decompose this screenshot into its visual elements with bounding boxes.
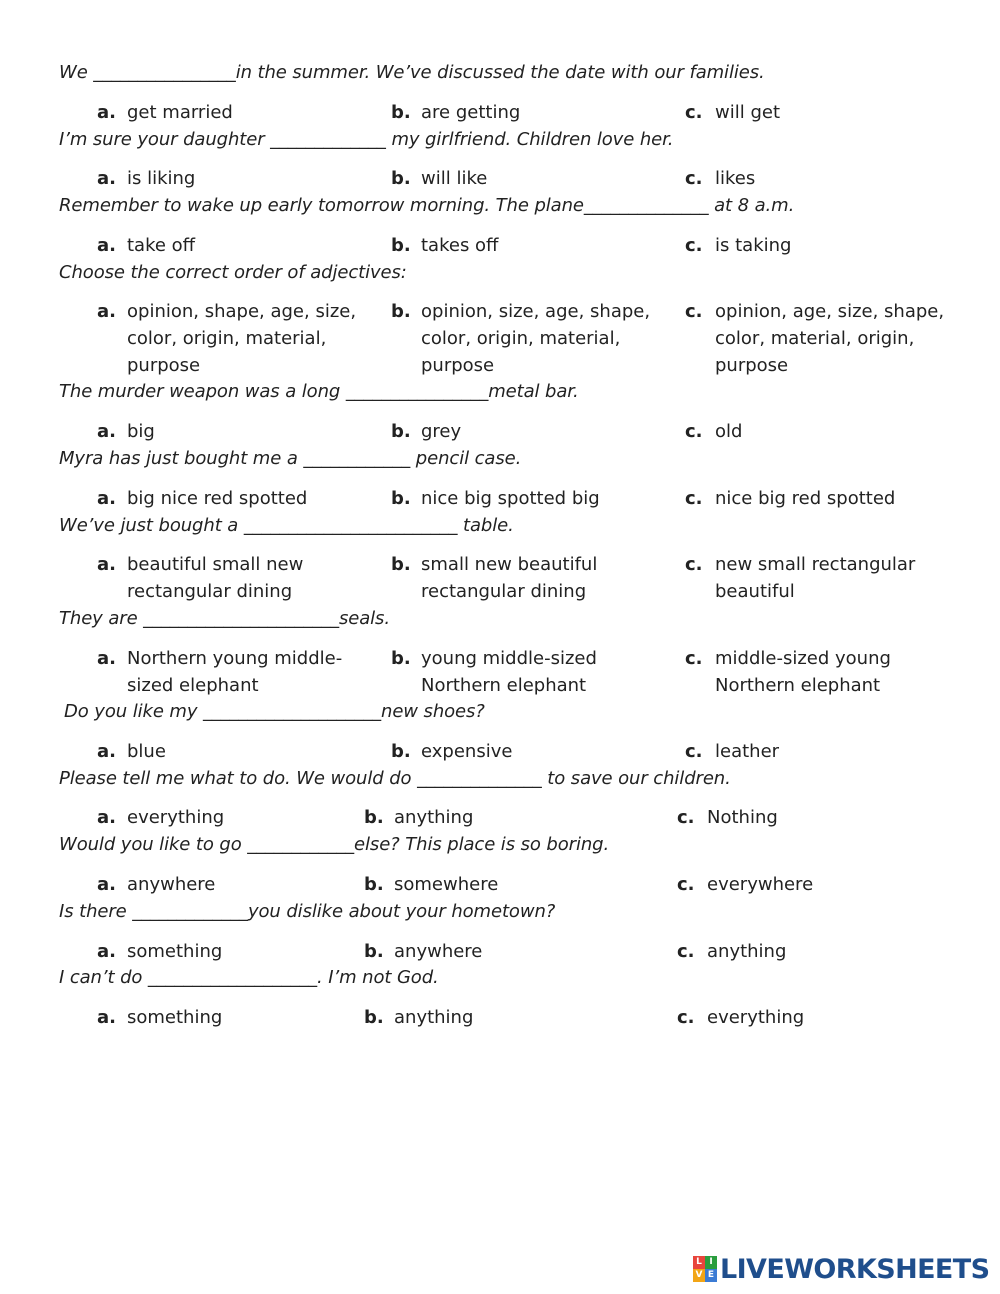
option-text: beautiful small new — [127, 554, 304, 575]
question-12-stem: Is there _____________you dislike about your hometown? — [59, 901, 556, 922]
option-letter: a. — [97, 874, 116, 895]
option-letter: a. — [97, 301, 116, 322]
option-text: everything — [127, 807, 225, 828]
option-text: is liking — [127, 168, 196, 189]
option-letter: b. — [391, 741, 411, 762]
option-letter: a. — [97, 741, 116, 762]
option-text: purpose — [127, 355, 201, 376]
option-text: middle-sized young — [715, 648, 891, 669]
question-13-stem: I can’t do ___________________. I’m not God. — [59, 967, 439, 988]
option-text: sized elephant — [127, 675, 259, 696]
option-text: beautiful — [715, 581, 795, 602]
option-text: opinion, age, size, shape, — [715, 301, 945, 322]
option-text: young middle-sized — [421, 648, 597, 669]
option-letter: b. — [364, 941, 384, 962]
option-text: takes off — [421, 235, 499, 256]
option-text: Northern elephant — [715, 675, 881, 696]
option-text: somewhere — [394, 874, 499, 895]
option-text: anything — [394, 807, 474, 828]
question-1-stem: We ________________in the summer. We’ve discussed the date with our families. — [59, 62, 765, 83]
option-text: anything — [394, 1007, 474, 1028]
option-letter: a. — [97, 235, 116, 256]
logo-mark-v: V — [693, 1269, 705, 1282]
option-text: something — [127, 1007, 223, 1028]
question-5-stem: The murder weapon was a long ________________metal bar. — [59, 381, 579, 402]
option-text: Northern elephant — [421, 675, 587, 696]
option-letter: c. — [685, 102, 703, 123]
option-text: anywhere — [127, 874, 216, 895]
option-text: are getting — [421, 102, 521, 123]
option-text: nice big red spotted — [715, 488, 896, 509]
option-text: rectangular dining — [421, 581, 587, 602]
option-letter: c. — [685, 741, 703, 762]
option-text: leather — [715, 741, 780, 762]
question-4-stem: Choose the correct order of adjectives: — [59, 262, 407, 283]
question-6-stem: Myra has just bought me a ____________ pencil case. — [59, 448, 522, 469]
option-text: color, origin, material, — [127, 328, 327, 349]
option-letter: a. — [97, 102, 116, 123]
option-letter: a. — [97, 554, 116, 575]
logo-text: LIVEWORKSHEETS — [720, 1253, 990, 1285]
option-text: everything — [707, 1007, 805, 1028]
option-text: rectangular dining — [127, 581, 293, 602]
question-10-stem: Please tell me what to do. We would do ______________ to save our children. — [59, 768, 731, 789]
option-text: nice big spotted big — [421, 488, 600, 509]
option-text: opinion, size, age, shape, — [421, 301, 651, 322]
option-text: Nothing — [707, 807, 778, 828]
option-letter: b. — [391, 554, 411, 575]
option-letter: b. — [364, 1007, 384, 1028]
option-text: likes — [715, 168, 756, 189]
option-letter: b. — [364, 874, 384, 895]
question-3-stem: Remember to wake up early tomorrow morning. The plane______________ at 8 a.m. — [59, 195, 795, 216]
option-letter: b. — [391, 235, 411, 256]
option-letter: c. — [677, 807, 695, 828]
option-letter: c. — [685, 648, 703, 669]
question-7-stem: We’ve just bought a ________________________ table. — [59, 515, 514, 536]
option-letter: a. — [97, 807, 116, 828]
option-letter: a. — [97, 168, 116, 189]
option-text: new small rectangular — [715, 554, 916, 575]
option-letter: b. — [391, 168, 411, 189]
option-letter: c. — [685, 168, 703, 189]
option-letter: b. — [391, 488, 411, 509]
option-text: blue — [127, 741, 166, 762]
option-letter: c. — [685, 421, 703, 442]
option-text: everywhere — [707, 874, 814, 895]
liveworksheets-logo — [693, 1254, 989, 1284]
option-letter: c. — [677, 941, 695, 962]
option-letter: b. — [391, 102, 411, 123]
option-letter: b. — [364, 807, 384, 828]
option-letter: a. — [97, 648, 116, 669]
option-letter: a. — [97, 488, 116, 509]
option-text: anything — [707, 941, 787, 962]
option-text: color, material, origin, — [715, 328, 915, 349]
logo-mark-i: I — [705, 1256, 717, 1269]
option-letter: c. — [685, 488, 703, 509]
option-letter: a. — [97, 421, 116, 442]
option-text: color, origin, material, — [421, 328, 621, 349]
option-letter: a. — [97, 1007, 116, 1028]
logo-mark-l: L — [693, 1256, 705, 1269]
option-text: something — [127, 941, 223, 962]
option-letter: b. — [391, 648, 411, 669]
option-letter: c. — [685, 301, 703, 322]
option-text: purpose — [715, 355, 789, 376]
option-text: purpose — [421, 355, 495, 376]
option-text: get married — [127, 102, 233, 123]
option-text: Northern young middle- — [127, 648, 343, 669]
option-text: big — [127, 421, 155, 442]
option-text: will get — [715, 102, 781, 123]
question-8-stem: They are ______________________seals. — [59, 608, 390, 629]
question-9-stem: Do you like my ____________________new shoes? — [64, 701, 485, 722]
question-11-stem: Would you like to go ____________else? This place is so boring. — [59, 834, 610, 855]
option-letter: c. — [677, 874, 695, 895]
option-text: is taking — [715, 235, 792, 256]
option-letter: b. — [391, 301, 411, 322]
option-letter: b. — [391, 421, 411, 442]
option-letter: c. — [677, 1007, 695, 1028]
option-letter: a. — [97, 941, 116, 962]
option-text: old — [715, 421, 743, 442]
option-text: big nice red spotted — [127, 488, 308, 509]
option-letter: c. — [685, 554, 703, 575]
question-2-stem: I’m sure your daughter _____________ my girlfriend. Children love her. — [59, 129, 674, 150]
option-text: anywhere — [394, 941, 483, 962]
option-text: grey — [421, 421, 462, 442]
option-text: will like — [421, 168, 488, 189]
option-text: take off — [127, 235, 196, 256]
option-letter: c. — [685, 235, 703, 256]
option-text: small new beautiful — [421, 554, 598, 575]
option-text: opinion, shape, age, size, — [127, 301, 357, 322]
option-text: expensive — [421, 741, 513, 762]
logo-mark-e: E — [705, 1269, 717, 1282]
liveworksheets-logo-icon — [693, 1256, 717, 1282]
